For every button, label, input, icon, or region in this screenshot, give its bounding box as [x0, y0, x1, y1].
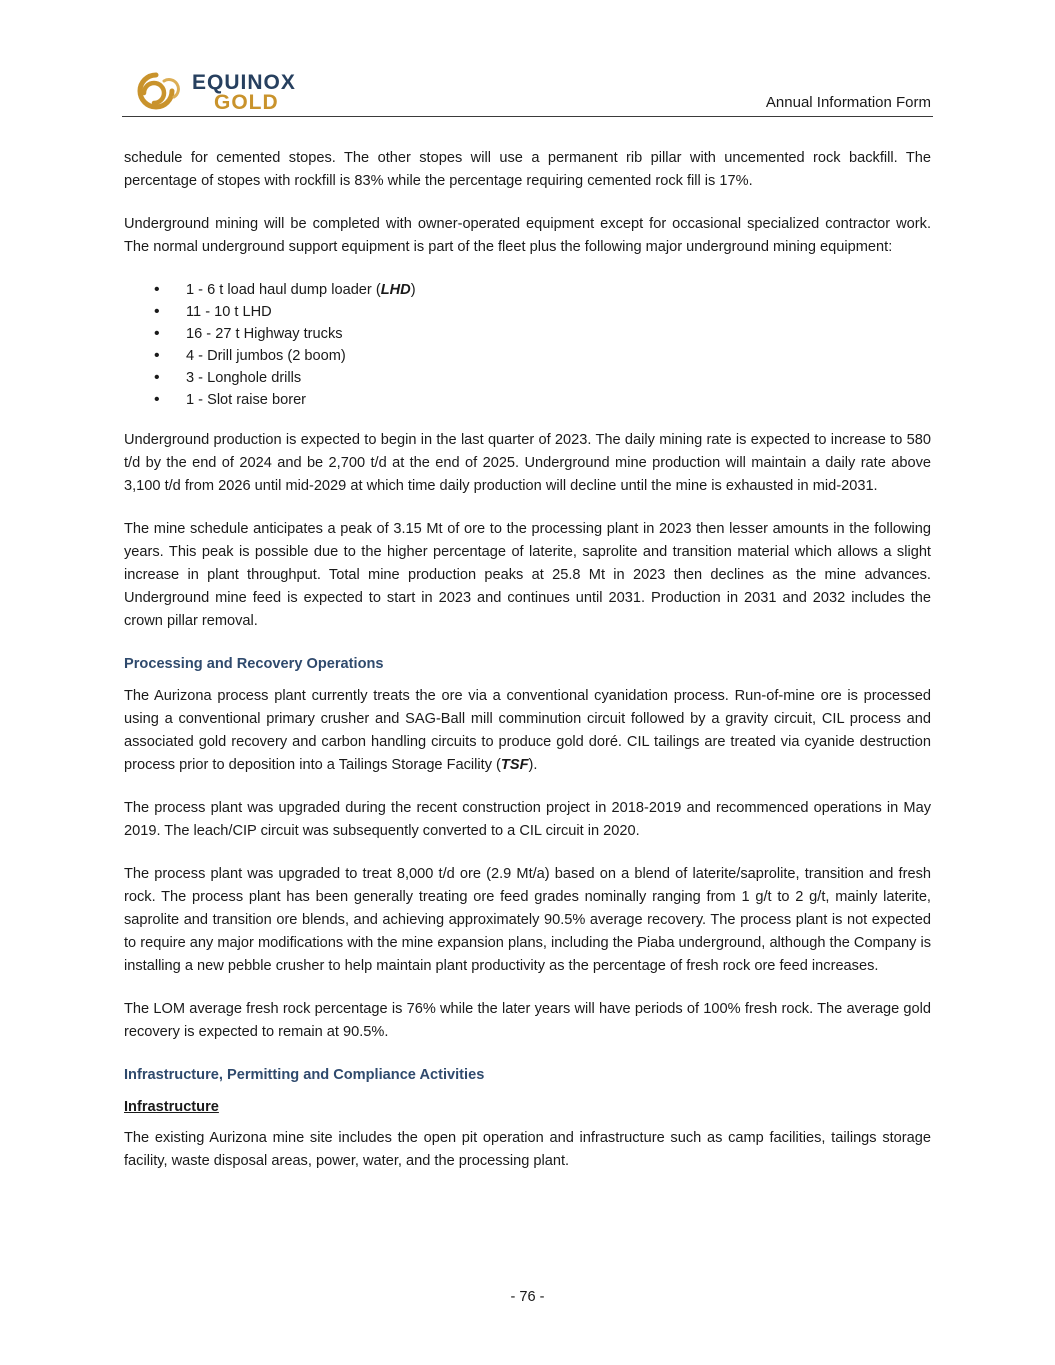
paragraph-plant-upgrade: The process plant was upgraded during the recent construction project in 2018-2019 and recommenced operations in May 2019. The leach/CIP circuit was subsequently converted to a CIL circuit in 2020.: [124, 800, 931, 839]
list-item: • 4 - Drill jumbos (2 boom): [124, 345, 931, 367]
page-number: - 76 -: [510, 1289, 545, 1305]
list-item: • 16 - 27 t Highway trucks: [124, 323, 931, 345]
abbreviation-tsf: TSF: [500, 757, 529, 773]
list-item: • 1 - Slot raise borer: [124, 389, 931, 411]
paragraph-process-plant: The Aurizona process plant currently treats the ore via a conventional cyanidation process. Run-of-mine ore is processed using a conventional primary crusher and SAG-Ball mill comminution circuit followed by a gravity circuit, CIL process and associated gold recovery and carbon handling circuits to produce gold doré. CIL tailings are treated via cyanide destruction process prior to deposition into a Tailings Storage Facility (TSF).: [124, 688, 931, 773]
logo-text-equinox: EQUINOX: [192, 71, 296, 94]
paragraph-mine-schedule: The mine schedule anticipates a peak of 3.15 Mt of ore to the processing plant in 2023 then lesser amounts in the following years. This peak is possible due to the higher percentage of laterite, saprolite and transition material which allows a slight increase in plant throughput. Total mine production peaks at 25.8 Mt in 2023 then declines as the mine advances. Underground mine feed is expected to start in 2023 and continues until 2031. Production in 2031 and 2032 includes the crown pillar removal.: [124, 521, 931, 629]
logo-rings-icon: [132, 71, 180, 115]
paragraph-plant-capacity: The process plant was upgraded to treat 8,000 t/d ore (2.9 Mt/a) based on a blend of laterite/saprolite, transition and fresh rock. The process plant has been generally treating ore feed grades nominally ranging from 1 g/t to 2 g/t, mainly laterite, saprolite and transition ore blends, and achieving approximately 90.5% average recovery. The process plant is not expected to require any major modifications with the mine expansion plans, including the Piaba underground, although the Company is installing a new pebble crusher to help maintain plant productivity as the percentage of fresh rock ore feed increases.: [124, 866, 931, 974]
page-content: [124, 147, 931, 1193]
paragraph-underground-equipment-intro: Underground mining will be completed with owner-operated equipment except for occasional specialized contractor work. The normal underground support equipment is part of the fleet plus the following major underground mining equipment:: [124, 216, 931, 255]
paragraph-mine-site: The existing Aurizona mine site includes the open pit operation and infrastructure such as camp facilities, tailings storage facility, waste disposal areas, power, water, and the processing plant.: [124, 1130, 931, 1169]
logo-text-gold: GOLD: [214, 91, 279, 114]
section-heading-infrastructure: Infrastructure, Permitting and Compliance Activities: [124, 1067, 485, 1083]
paragraph-fresh-rock: The LOM average fresh rock percentage is 76% while the later years will have periods of 100% fresh rock. The average gold recovery is expected to remain at 90.5%.: [124, 1001, 931, 1040]
equinox-gold-logo: [132, 70, 302, 114]
abbreviation-lhd: LHD: [380, 282, 411, 298]
page-header: [122, 70, 933, 117]
paragraph-stope-schedule: schedule for cemented stopes. The other stopes will use a permanent rib pillar with uncemented rock backfill. The percentage of stopes with rockfill is 83% while the percentage requiring cemented rock fill is 17%.: [124, 150, 931, 189]
document-title: Annual Information Form: [765, 94, 931, 111]
paragraph-underground-production: Underground production is expected to begin in the last quarter of 2023. The daily mining rate is expected to increase to 580 t/d by the end of 2024 and be 2,700 t/d at the end of 2025. Underground mine production will maintain a daily rate above 3,100 t/d from 2026 until mid-2029 at which time daily production will decline until the mine is exhausted in mid-2031.: [124, 432, 931, 494]
list-item: • 3 - Longhole drills: [124, 367, 931, 389]
list-item: • 11 - 10 t LHD: [124, 301, 931, 323]
list-item: • 1 - 6 t load haul dump loader (LHD): [124, 279, 931, 301]
equipment-list: [124, 279, 931, 411]
section-heading-processing: Processing and Recovery Operations: [124, 656, 384, 672]
subheading-infrastructure: Infrastructure: [124, 1099, 219, 1115]
